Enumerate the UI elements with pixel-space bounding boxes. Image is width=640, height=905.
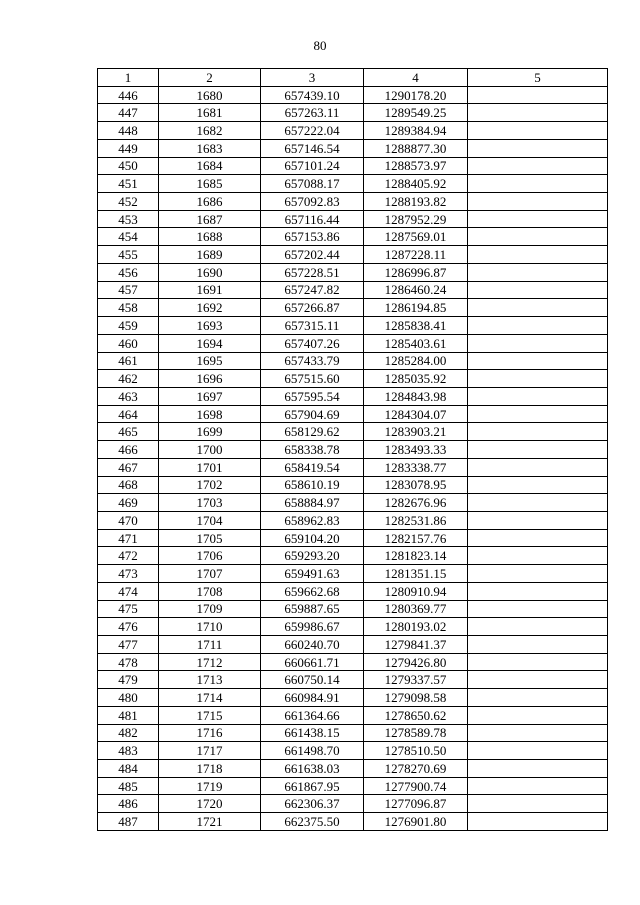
note-cell [468, 122, 608, 140]
point-id-cell: 1719 [159, 777, 261, 795]
y-coordinate-cell: 1280369.77 [364, 600, 468, 618]
x-coordinate-cell: 657595.54 [261, 387, 364, 405]
header-cell-col-3: 3 [261, 69, 364, 87]
y-coordinate-cell: 1280910.94 [364, 582, 468, 600]
x-coordinate-cell: 657263.11 [261, 104, 364, 122]
x-coordinate-cell: 657092.83 [261, 193, 364, 211]
row-number-cell: 459 [98, 317, 159, 335]
x-coordinate-cell: 659104.20 [261, 529, 364, 547]
x-coordinate-cell: 657228.51 [261, 263, 364, 281]
x-coordinate-cell: 660984.91 [261, 689, 364, 707]
note-cell [468, 582, 608, 600]
row-number-cell: 458 [98, 299, 159, 317]
point-id-cell: 1692 [159, 299, 261, 317]
note-cell [468, 565, 608, 583]
table-row [98, 547, 608, 565]
y-coordinate-cell: 1284843.98 [364, 387, 468, 405]
y-coordinate-cell: 1279337.57 [364, 671, 468, 689]
x-coordinate-cell: 658884.97 [261, 494, 364, 512]
point-id-cell: 1712 [159, 653, 261, 671]
coordinates-table [97, 68, 608, 831]
table-row [98, 671, 608, 689]
y-coordinate-cell: 1288573.97 [364, 157, 468, 175]
x-coordinate-cell: 661638.03 [261, 760, 364, 778]
y-coordinate-cell: 1278589.78 [364, 724, 468, 742]
point-id-cell: 1685 [159, 175, 261, 193]
row-number-cell: 487 [98, 813, 159, 831]
row-number-cell: 457 [98, 281, 159, 299]
point-id-cell: 1688 [159, 228, 261, 246]
row-number-cell: 469 [98, 494, 159, 512]
x-coordinate-cell: 657266.87 [261, 299, 364, 317]
row-number-cell: 463 [98, 387, 159, 405]
note-cell [468, 370, 608, 388]
point-id-cell: 1699 [159, 423, 261, 441]
point-id-cell: 1691 [159, 281, 261, 299]
note-cell [468, 671, 608, 689]
table-row [98, 494, 608, 512]
x-coordinate-cell: 659293.20 [261, 547, 364, 565]
note-cell [468, 653, 608, 671]
x-coordinate-cell: 658419.54 [261, 458, 364, 476]
point-id-cell: 1693 [159, 317, 261, 335]
table-row [98, 405, 608, 423]
x-coordinate-cell: 658129.62 [261, 423, 364, 441]
row-number-cell: 448 [98, 122, 159, 140]
table-body [98, 86, 608, 830]
note-cell [468, 742, 608, 760]
point-id-cell: 1686 [159, 193, 261, 211]
table-row [98, 317, 608, 335]
table-row [98, 813, 608, 831]
x-coordinate-cell: 657202.44 [261, 246, 364, 264]
point-id-cell: 1702 [159, 476, 261, 494]
point-id-cell: 1707 [159, 565, 261, 583]
note-cell [468, 724, 608, 742]
y-coordinate-cell: 1283078.95 [364, 476, 468, 494]
table-row [98, 742, 608, 760]
x-coordinate-cell: 661438.15 [261, 724, 364, 742]
x-coordinate-cell: 657407.26 [261, 334, 364, 352]
point-id-cell: 1680 [159, 86, 261, 104]
point-id-cell: 1713 [159, 671, 261, 689]
point-id-cell: 1683 [159, 139, 261, 157]
table-row [98, 706, 608, 724]
x-coordinate-cell: 660240.70 [261, 636, 364, 654]
y-coordinate-cell: 1290178.20 [364, 86, 468, 104]
y-coordinate-cell: 1283903.21 [364, 423, 468, 441]
point-id-cell: 1711 [159, 636, 261, 654]
note-cell [468, 157, 608, 175]
table-row [98, 157, 608, 175]
point-id-cell: 1690 [159, 263, 261, 281]
table-row [98, 281, 608, 299]
row-number-cell: 481 [98, 706, 159, 724]
header-row [98, 69, 608, 87]
y-coordinate-cell: 1288877.30 [364, 139, 468, 157]
table-row [98, 122, 608, 140]
note-cell [468, 281, 608, 299]
y-coordinate-cell: 1279841.37 [364, 636, 468, 654]
table-row [98, 210, 608, 228]
y-coordinate-cell: 1285035.92 [364, 370, 468, 388]
row-number-cell: 455 [98, 246, 159, 264]
row-number-cell: 475 [98, 600, 159, 618]
table-row [98, 423, 608, 441]
row-number-cell: 447 [98, 104, 159, 122]
table-row [98, 175, 608, 193]
table-row [98, 263, 608, 281]
y-coordinate-cell: 1279426.80 [364, 653, 468, 671]
point-id-cell: 1703 [159, 494, 261, 512]
y-coordinate-cell: 1280193.02 [364, 618, 468, 636]
note-cell [468, 263, 608, 281]
x-coordinate-cell: 662375.50 [261, 813, 364, 831]
note-cell [468, 86, 608, 104]
point-id-cell: 1697 [159, 387, 261, 405]
table-row [98, 600, 608, 618]
table-row [98, 777, 608, 795]
row-number-cell: 467 [98, 458, 159, 476]
header-cell-col-1: 1 [98, 69, 159, 87]
point-id-cell: 1714 [159, 689, 261, 707]
note-cell [468, 494, 608, 512]
x-coordinate-cell: 657088.17 [261, 175, 364, 193]
table-row [98, 193, 608, 211]
note-cell [468, 760, 608, 778]
point-id-cell: 1721 [159, 813, 261, 831]
row-number-cell: 464 [98, 405, 159, 423]
x-coordinate-cell: 657904.69 [261, 405, 364, 423]
x-coordinate-cell: 657515.60 [261, 370, 364, 388]
point-id-cell: 1718 [159, 760, 261, 778]
table-row [98, 565, 608, 583]
row-number-cell: 478 [98, 653, 159, 671]
note-cell [468, 458, 608, 476]
point-id-cell: 1694 [159, 334, 261, 352]
note-cell [468, 299, 608, 317]
point-id-cell: 1704 [159, 511, 261, 529]
y-coordinate-cell: 1286460.24 [364, 281, 468, 299]
row-number-cell: 462 [98, 370, 159, 388]
x-coordinate-cell: 658610.19 [261, 476, 364, 494]
y-coordinate-cell: 1285284.00 [364, 352, 468, 370]
y-coordinate-cell: 1287952.29 [364, 210, 468, 228]
note-cell [468, 334, 608, 352]
table-row [98, 636, 608, 654]
table-row [98, 299, 608, 317]
y-coordinate-cell: 1286996.87 [364, 263, 468, 281]
row-number-cell: 446 [98, 86, 159, 104]
row-number-cell: 482 [98, 724, 159, 742]
x-coordinate-cell: 658962.83 [261, 511, 364, 529]
y-coordinate-cell: 1281823.14 [364, 547, 468, 565]
y-coordinate-cell: 1278510.50 [364, 742, 468, 760]
y-coordinate-cell: 1287228.11 [364, 246, 468, 264]
point-id-cell: 1717 [159, 742, 261, 760]
table-row [98, 441, 608, 459]
row-number-cell: 474 [98, 582, 159, 600]
point-id-cell: 1696 [159, 370, 261, 388]
x-coordinate-cell: 661498.70 [261, 742, 364, 760]
x-coordinate-cell: 657146.54 [261, 139, 364, 157]
table-row [98, 334, 608, 352]
point-id-cell: 1700 [159, 441, 261, 459]
row-number-cell: 468 [98, 476, 159, 494]
note-cell [468, 352, 608, 370]
point-id-cell: 1708 [159, 582, 261, 600]
table-row [98, 139, 608, 157]
note-cell [468, 104, 608, 122]
table-row [98, 795, 608, 813]
point-id-cell: 1681 [159, 104, 261, 122]
x-coordinate-cell: 657247.82 [261, 281, 364, 299]
y-coordinate-cell: 1289549.25 [364, 104, 468, 122]
y-coordinate-cell: 1277900.74 [364, 777, 468, 795]
note-cell [468, 706, 608, 724]
y-coordinate-cell: 1281351.15 [364, 565, 468, 583]
y-coordinate-cell: 1289384.94 [364, 122, 468, 140]
row-number-cell: 486 [98, 795, 159, 813]
table-row [98, 228, 608, 246]
row-number-cell: 470 [98, 511, 159, 529]
point-id-cell: 1716 [159, 724, 261, 742]
note-cell [468, 777, 608, 795]
y-coordinate-cell: 1282676.96 [364, 494, 468, 512]
point-id-cell: 1720 [159, 795, 261, 813]
y-coordinate-cell: 1285403.61 [364, 334, 468, 352]
x-coordinate-cell: 661867.95 [261, 777, 364, 795]
y-coordinate-cell: 1278650.62 [364, 706, 468, 724]
row-number-cell: 484 [98, 760, 159, 778]
table-row [98, 352, 608, 370]
y-coordinate-cell: 1286194.85 [364, 299, 468, 317]
note-cell [468, 547, 608, 565]
y-coordinate-cell: 1276901.80 [364, 813, 468, 831]
note-cell [468, 405, 608, 423]
x-coordinate-cell: 657439.10 [261, 86, 364, 104]
row-number-cell: 473 [98, 565, 159, 583]
point-id-cell: 1698 [159, 405, 261, 423]
point-id-cell: 1682 [159, 122, 261, 140]
x-coordinate-cell: 657116.44 [261, 210, 364, 228]
x-coordinate-cell: 659662.68 [261, 582, 364, 600]
note-cell [468, 636, 608, 654]
row-number-cell: 451 [98, 175, 159, 193]
point-id-cell: 1715 [159, 706, 261, 724]
x-coordinate-cell: 661364.66 [261, 706, 364, 724]
y-coordinate-cell: 1285838.41 [364, 317, 468, 335]
table-row [98, 458, 608, 476]
row-number-cell: 454 [98, 228, 159, 246]
note-cell [468, 387, 608, 405]
point-id-cell: 1705 [159, 529, 261, 547]
note-cell [468, 618, 608, 636]
point-id-cell: 1684 [159, 157, 261, 175]
y-coordinate-cell: 1277096.87 [364, 795, 468, 813]
note-cell [468, 175, 608, 193]
note-cell [468, 228, 608, 246]
x-coordinate-cell: 659986.67 [261, 618, 364, 636]
x-coordinate-cell: 657153.86 [261, 228, 364, 246]
x-coordinate-cell: 660750.14 [261, 671, 364, 689]
table-row [98, 511, 608, 529]
x-coordinate-cell: 658338.78 [261, 441, 364, 459]
row-number-cell: 472 [98, 547, 159, 565]
header-cell-col-4: 4 [364, 69, 468, 87]
row-number-cell: 485 [98, 777, 159, 795]
point-id-cell: 1709 [159, 600, 261, 618]
note-cell [468, 139, 608, 157]
note-cell [468, 529, 608, 547]
note-cell [468, 441, 608, 459]
row-number-cell: 456 [98, 263, 159, 281]
note-cell [468, 193, 608, 211]
row-number-cell: 460 [98, 334, 159, 352]
y-coordinate-cell: 1278270.69 [364, 760, 468, 778]
x-coordinate-cell: 660661.71 [261, 653, 364, 671]
point-id-cell: 1695 [159, 352, 261, 370]
row-number-cell: 453 [98, 210, 159, 228]
note-cell [468, 476, 608, 494]
note-cell [468, 600, 608, 618]
page-number: 80 [313, 38, 327, 53]
table-row [98, 760, 608, 778]
table-row [98, 387, 608, 405]
y-coordinate-cell: 1279098.58 [364, 689, 468, 707]
note-cell [468, 813, 608, 831]
row-number-cell: 477 [98, 636, 159, 654]
point-id-cell: 1706 [159, 547, 261, 565]
point-id-cell: 1710 [159, 618, 261, 636]
note-cell [468, 423, 608, 441]
row-number-cell: 465 [98, 423, 159, 441]
table-row [98, 370, 608, 388]
x-coordinate-cell: 659887.65 [261, 600, 364, 618]
note-cell [468, 511, 608, 529]
x-coordinate-cell: 657315.11 [261, 317, 364, 335]
table-row [98, 529, 608, 547]
note-cell [468, 689, 608, 707]
y-coordinate-cell: 1282157.76 [364, 529, 468, 547]
y-coordinate-cell: 1283338.77 [364, 458, 468, 476]
table-row [98, 653, 608, 671]
row-number-cell: 466 [98, 441, 159, 459]
table-row [98, 689, 608, 707]
x-coordinate-cell: 657222.04 [261, 122, 364, 140]
row-number-cell: 471 [98, 529, 159, 547]
note-cell [468, 246, 608, 264]
point-id-cell: 1689 [159, 246, 261, 264]
row-number-cell: 483 [98, 742, 159, 760]
table-row [98, 476, 608, 494]
row-number-cell: 476 [98, 618, 159, 636]
point-id-cell: 1687 [159, 210, 261, 228]
y-coordinate-cell: 1288193.82 [364, 193, 468, 211]
note-cell [468, 795, 608, 813]
y-coordinate-cell: 1284304.07 [364, 405, 468, 423]
note-cell [468, 210, 608, 228]
table-row [98, 86, 608, 104]
table-row [98, 104, 608, 122]
x-coordinate-cell: 662306.37 [261, 795, 364, 813]
table-row [98, 618, 608, 636]
y-coordinate-cell: 1287569.01 [364, 228, 468, 246]
row-number-cell: 461 [98, 352, 159, 370]
row-number-cell: 452 [98, 193, 159, 211]
header-cell-col-2: 2 [159, 69, 261, 87]
x-coordinate-cell: 659491.63 [261, 565, 364, 583]
x-coordinate-cell: 657101.24 [261, 157, 364, 175]
table-row [98, 246, 608, 264]
y-coordinate-cell: 1288405.92 [364, 175, 468, 193]
x-coordinate-cell: 657433.79 [261, 352, 364, 370]
row-number-cell: 480 [98, 689, 159, 707]
table-row [98, 724, 608, 742]
row-number-cell: 479 [98, 671, 159, 689]
row-number-cell: 450 [98, 157, 159, 175]
row-number-cell: 449 [98, 139, 159, 157]
note-cell [468, 317, 608, 335]
point-id-cell: 1701 [159, 458, 261, 476]
table-row [98, 582, 608, 600]
y-coordinate-cell: 1283493.33 [364, 441, 468, 459]
y-coordinate-cell: 1282531.86 [364, 511, 468, 529]
header-cell-col-5: 5 [468, 69, 608, 87]
